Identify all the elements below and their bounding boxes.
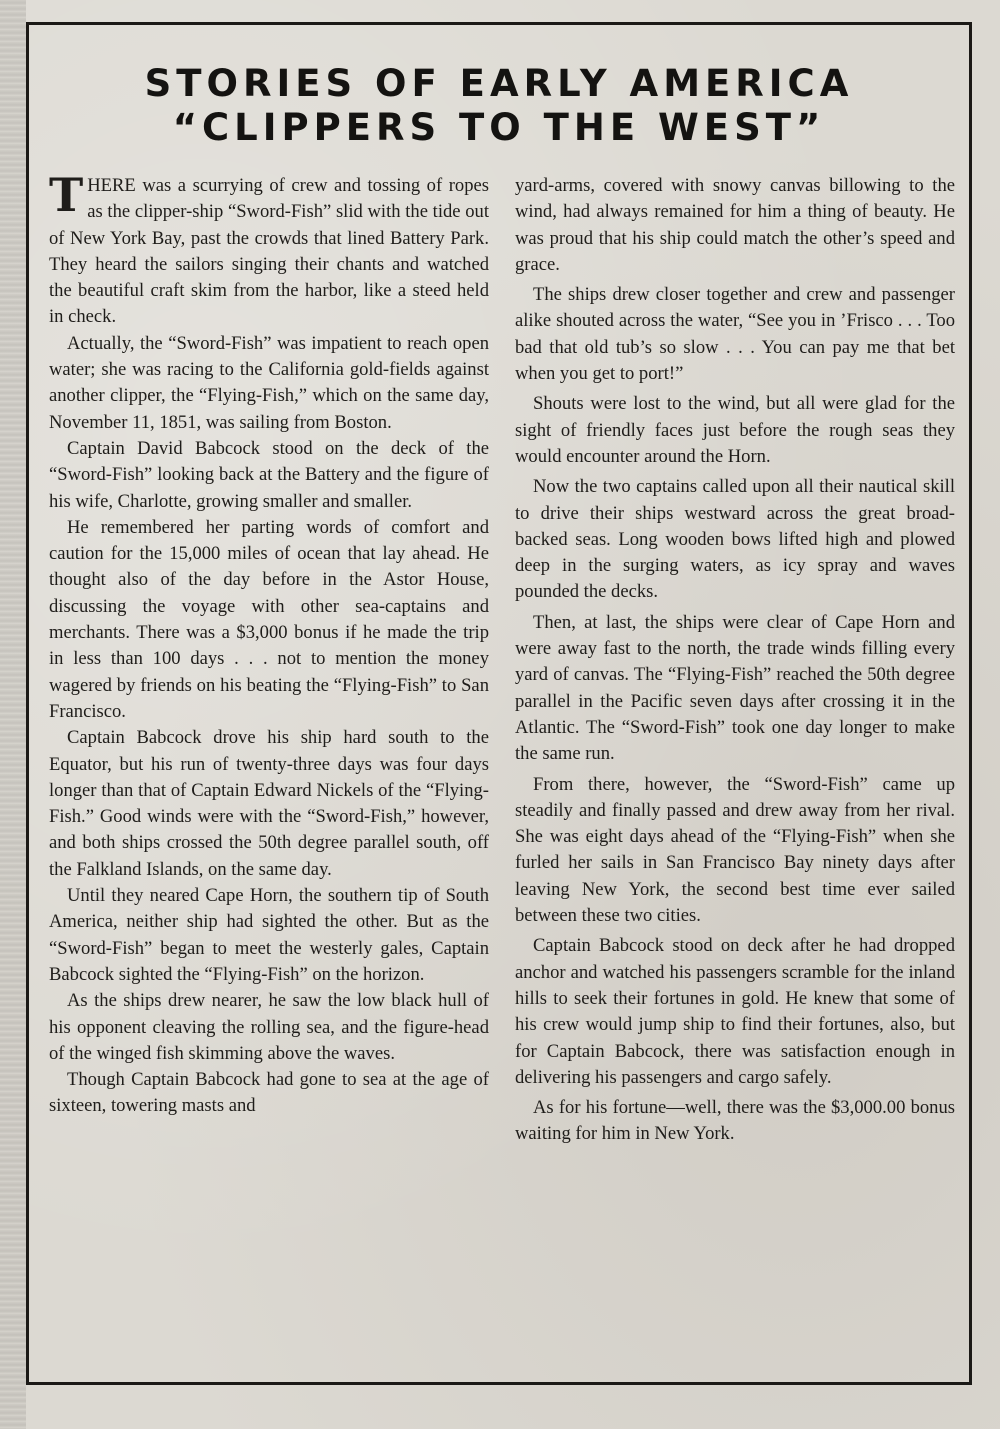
paragraph: Then, at last, the ships were clear of Cape Horn and were away fast to the north, the trade winds filling every yard of canvas. The “Flying-Fish” reached the 50th degree parallel in the Pacific seven days after crossing it in the Atlantic. The “Sword-Fish” took one day longer to make the same run. [515, 611, 955, 765]
paragraph-1-text: HERE was a scurrying of crew and tossing of ropes as the clipper-ship “Sword-Fish” slid with the tide out of New York Bay, past the crowds that lined Battery Park. They heard the sailors singing their chants and watched the beautiful craft skim from the harbor, like a steed held in check. [49, 175, 489, 328]
paragraph: Captain Babcock drove his ship hard south to the Equator, but his run of twenty-three days was four days longer than that of Captain Edward Nickels of the “Flying-Fish.” Good winds were with the “Sword-Fish,” however, and both ships crossed the 50th degree parallel south, off the Falkland Islands, on the same day. [49, 727, 489, 880]
paragraph: Until they neared Cape Horn, the southern tip of South America, neither ship had sighted the other. But as the “Sword-Fish” began to meet the westerly gales, Captain Babcock sighted the “Flying-Fish” on the horizon. [49, 885, 489, 985]
paragraph: Captain Babcock stood on deck after he had dropped anchor and watched his passengers scramble for the inland hills to seek their fortunes in gold. He knew that some of his crew would jump ship to find their fortunes, also, but for Captain Babcock, there was satisfaction enough in delivering his passengers and cargo safely. [515, 935, 955, 1088]
paragraph: Actually, the “Sword-Fish” was impatient to reach open water; she was racing to the California gold-fields against another clipper, the “Flying-Fish,” which on the same day, November 11, 1851, was sailing from Boston. [49, 332, 489, 433]
article-title-line-1: STORIES OF EARLY AMERICA [144, 62, 854, 105]
right-column [515, 173, 955, 1152]
paragraph: Now the two captains called upon all their nautical skill to drive their ships westward across the great broad-backed seas. Long wooden bows lifted high and plowed deep in the surging waters, as icy spray and waves pounded the decks. [515, 476, 955, 603]
article-title-line-2: “CLIPPERS TO THE WEST” [172, 106, 826, 149]
paragraph: The ships drew closer together and crew and passenger alike shouted across the water, “See you in ’Frisco . . . Too bad that old tub’s so slow . . . You can pay me that bet when you get to port!” [515, 284, 955, 385]
paragraph: As for his fortune—well, there was the $3,000.00 bonus waiting for him in New York. [515, 1097, 955, 1145]
paragraph: yard-arms, covered with snowy canvas billowing to the wind, had always remained for him a thing of beauty. He was proud that his ship could match the other’s speed and grace. [515, 175, 955, 275]
paragraph: Though Captain Babcock had gone to sea at the age of sixteen, towering masts and [49, 1069, 489, 1117]
paragraph: Captain David Babcock stood on the deck of the “Sword-Fish” looking back at the Battery and the figure of his wife, Charlotte, growing smaller and smaller. [49, 437, 489, 512]
paragraph: As the ships drew nearer, he saw the low black hull of his opponent cleaving the rolling sea, and the figure-head of the winged fish skimming above the waves. [49, 990, 489, 1064]
paragraph: From there, however, the “Sword-Fish” came up steadily and finally passed and drew away from her rival. She was eight days ahead of the “Flying-Fish” when she furled her sails in San Francisco Bay ninety days after leaving New York, the second best time ever sailed between these two cities. [515, 773, 955, 927]
drop-cap: T [49, 168, 84, 222]
left-column [49, 168, 489, 1120]
paragraph: Shouts were lost to the wind, but all were glad for the sight of friendly faces just before the rough seas they would encounter around the Horn. [515, 393, 955, 467]
paragraph-1 [49, 168, 489, 331]
page-edge [0, 0, 26, 1429]
paragraph: He remembered her parting words of comfort and caution for the 15,000 miles of ocean that lay ahead. He thought also of the day before in the Astor House, discussing the voyage with other sea-captains and merchants. There was a $3,000 bonus if he made the trip in less than 100 days . . . not to mention the money wagered by friends on his beating the “Flying-Fish” to San Francisco. [49, 516, 489, 722]
